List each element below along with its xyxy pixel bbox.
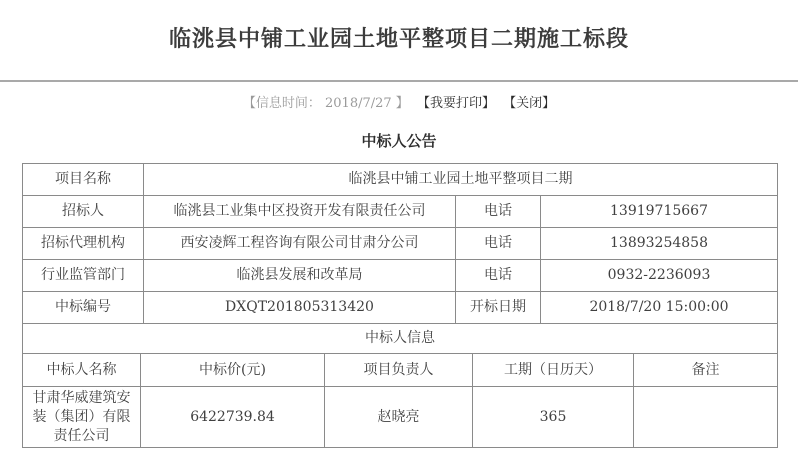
regulator-label: 行业监管部门 bbox=[23, 260, 144, 292]
agency-phone-value: 13893254858 bbox=[541, 228, 778, 260]
announcement-heading: 中标人公告 bbox=[361, 132, 437, 150]
col-winner-name: 中标人名称 bbox=[23, 354, 141, 387]
agency-phone-label: 电话 bbox=[456, 228, 541, 260]
agency-value: 西安凌辉工程咨询有限公司甘肃分公司 bbox=[144, 228, 456, 260]
col-bid-price: 中标价(元) bbox=[141, 354, 325, 387]
regulator-value: 临洮县发展和改革局 bbox=[144, 260, 456, 292]
info-time-label: 【信息时间： 2018/7/27 】 bbox=[242, 96, 409, 111]
tenderer-phone-label: 电话 bbox=[456, 196, 541, 228]
agency-label: 招标代理机构 bbox=[23, 228, 144, 260]
project-name-value: 临洮县中铺工业园土地平整项目二期 bbox=[144, 164, 778, 196]
title-separator bbox=[0, 80, 798, 82]
table-row bbox=[23, 228, 778, 260]
tenderer-phone-value: 13919715667 bbox=[541, 196, 778, 228]
announcement-page bbox=[0, 24, 798, 472]
table-row bbox=[23, 164, 778, 196]
close-link[interactable]: 【关闭】 bbox=[503, 96, 556, 111]
duration-value: 365 bbox=[473, 387, 634, 448]
col-duration: 工期（日历天） bbox=[473, 354, 634, 387]
bid-number-label: 中标编号 bbox=[23, 292, 144, 324]
remark-value bbox=[634, 387, 778, 448]
winner-name-value: 甘肃华威建筑安装（集团）有限责任公司 bbox=[23, 387, 141, 448]
open-date-label: 开标日期 bbox=[456, 292, 541, 324]
winner-section-heading: 中标人信息 bbox=[23, 324, 778, 354]
project-info-table bbox=[22, 163, 778, 324]
table-row bbox=[23, 196, 778, 228]
col-project-manager: 项目负责人 bbox=[325, 354, 473, 387]
page-title: 临洮县中铺工业园土地平整项目二期施工标段 bbox=[168, 26, 629, 51]
open-date-value: 2018/7/20 15:00:00 bbox=[541, 292, 778, 324]
bid-number-value: DXQT201805313420 bbox=[144, 292, 456, 324]
tenderer-label: 招标人 bbox=[23, 196, 144, 228]
bid-price-value: 6422739.84 bbox=[141, 387, 325, 448]
table-row bbox=[23, 324, 778, 354]
regulator-phone-label: 电话 bbox=[456, 260, 541, 292]
table-row bbox=[23, 292, 778, 324]
col-remark: 备注 bbox=[634, 354, 778, 387]
tenderer-value: 临洮县工业集中区投资开发有限责任公司 bbox=[144, 196, 456, 228]
regulator-phone-value: 0932-2236093 bbox=[541, 260, 778, 292]
print-link[interactable]: 【我要打印】 bbox=[416, 96, 495, 111]
table-header-row bbox=[23, 354, 778, 387]
table-row bbox=[23, 387, 778, 448]
winner-info-table bbox=[22, 323, 778, 448]
project-manager-value: 赵晓亮 bbox=[325, 387, 473, 448]
table-row bbox=[23, 260, 778, 292]
project-name-label: 项目名称 bbox=[23, 164, 144, 196]
info-bar bbox=[0, 96, 798, 112]
